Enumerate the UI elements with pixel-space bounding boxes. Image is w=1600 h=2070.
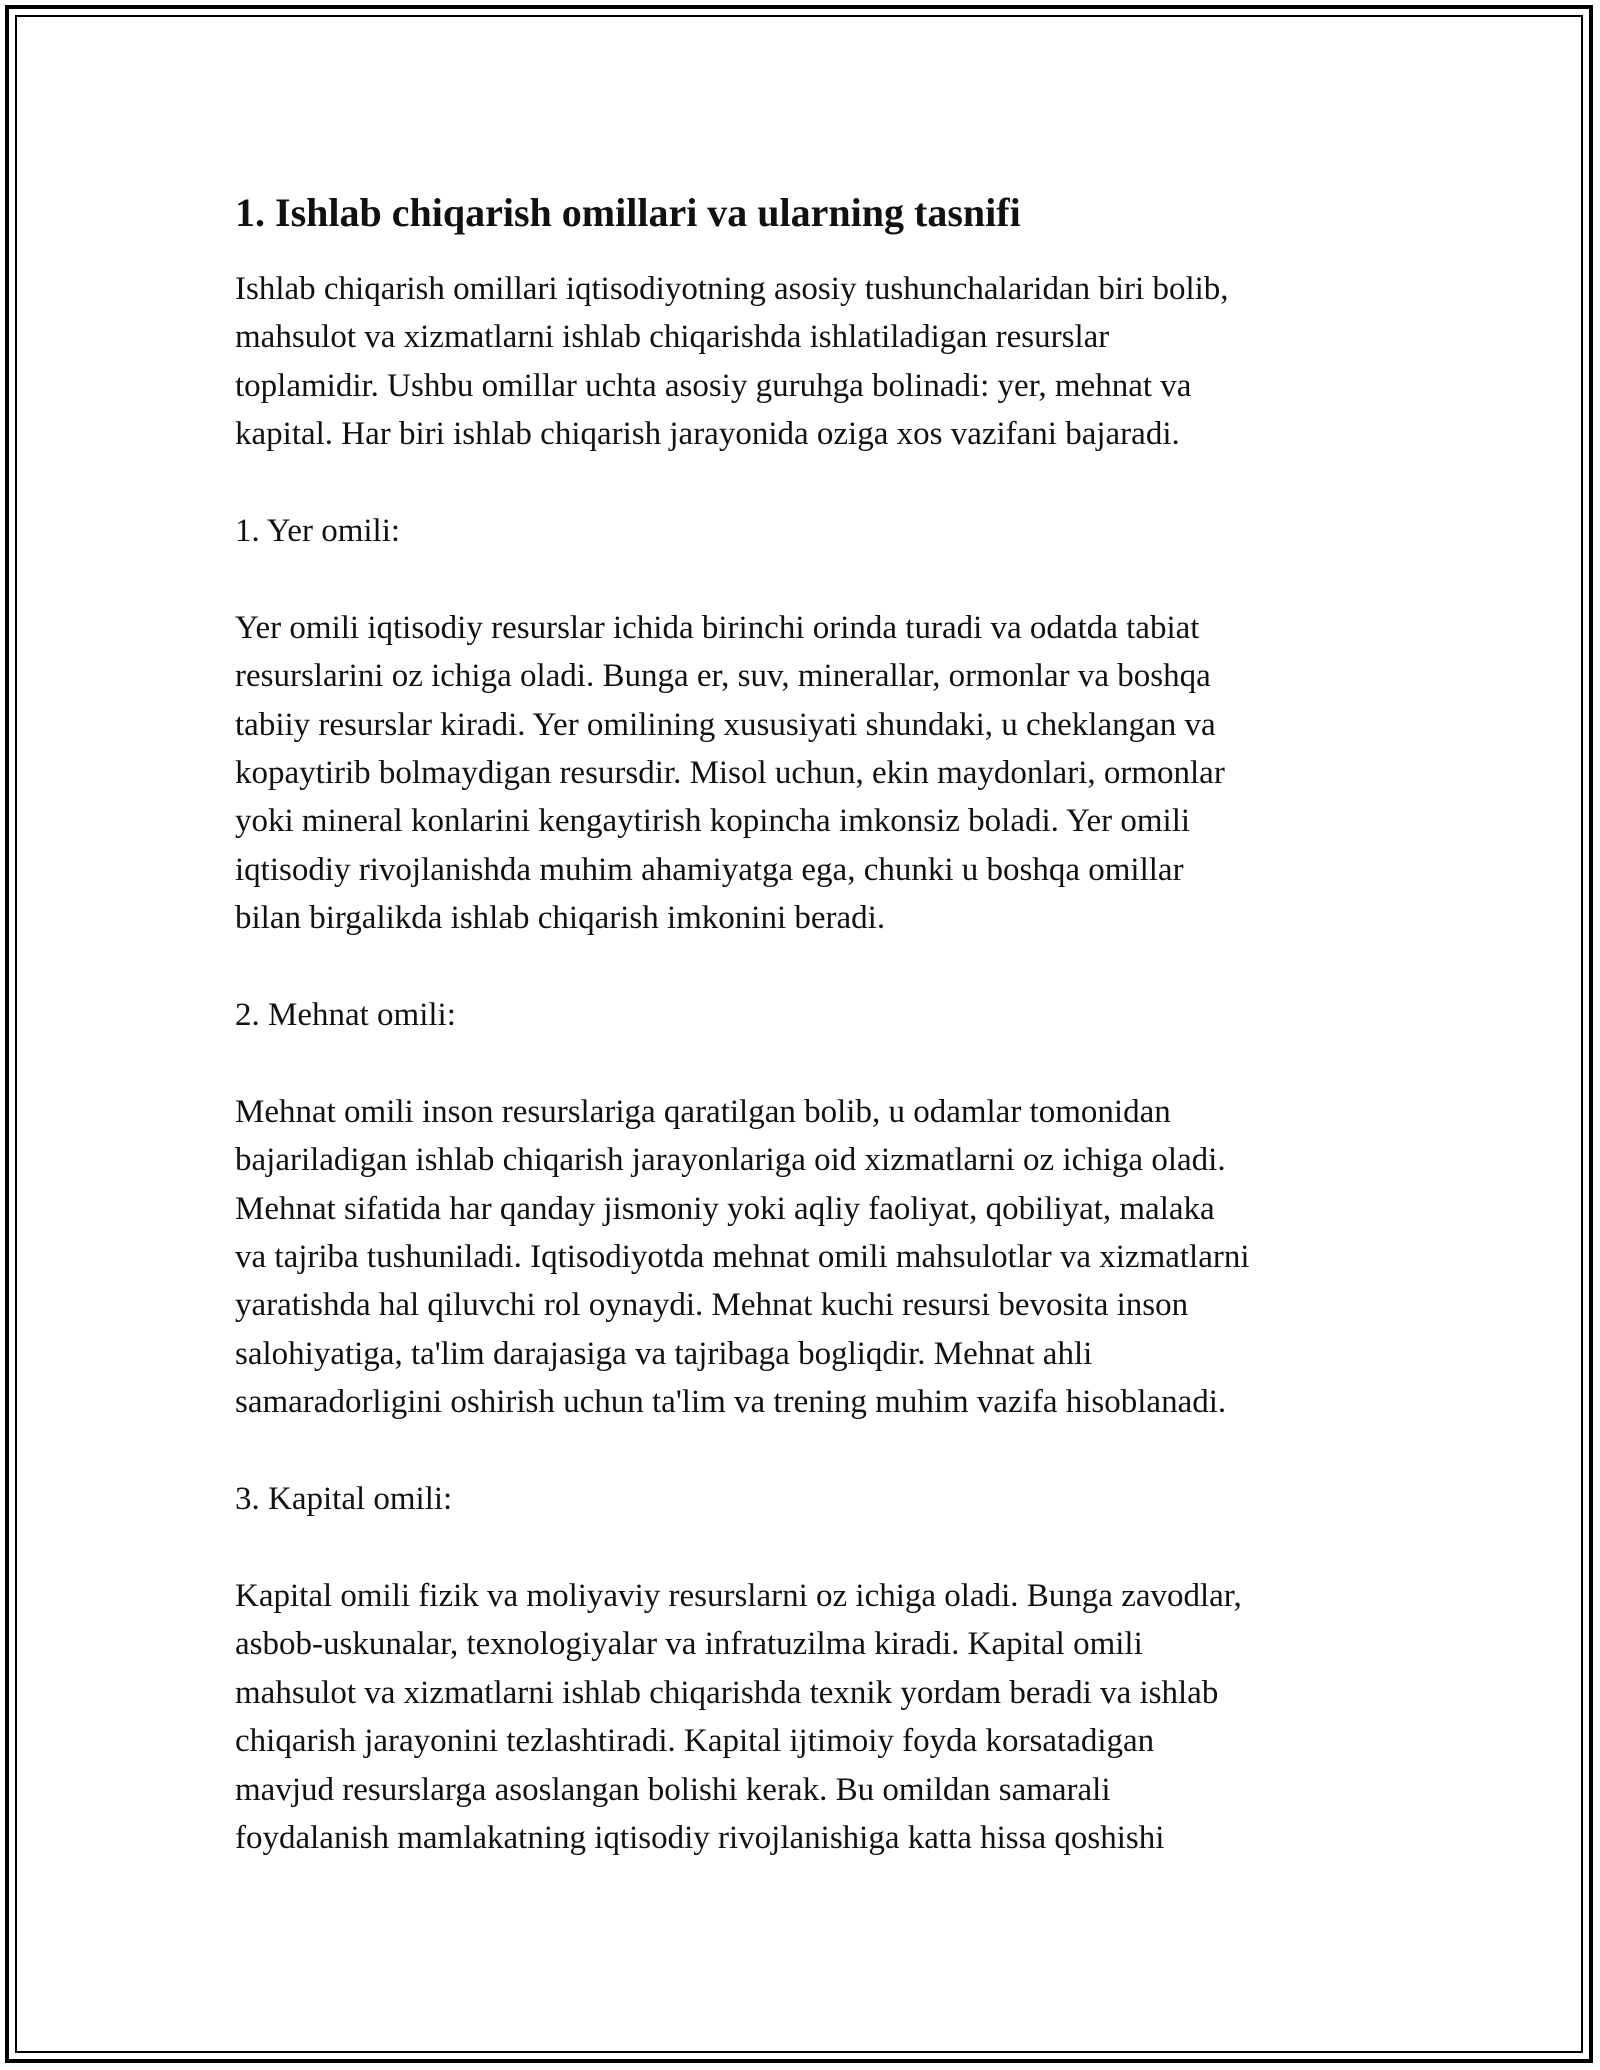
document-title: 1. Ishlab chiqarish omillari va ularning tasnifi	[235, 190, 1021, 235]
paragraph-line: toplamidir. Ushbu omillar uchta asosiy guruhga bolinadi: yer, mehnat va	[235, 367, 1192, 404]
section-paragraph-mehnat	[235, 1088, 1375, 1427]
paragraph-line: Yer omili iqtisodiy resurslar ichida birinchi orinda turadi va odatda tabiat	[235, 609, 1200, 646]
paragraph-line: salohiyatiga, ta'lim darajasiga va tajribaga bogliqdir. Mehnat ahli	[235, 1335, 1093, 1372]
paragraph-line: bajariladigan ishlab chiqarish jarayonlariga oid xizmatlarni oz ichiga oladi.	[235, 1142, 1226, 1179]
paragraph-line: bilan birgalikda ishlab chiqarish imkonini beradi.	[235, 900, 886, 937]
paragraph-line: Ishlab chiqarish omillari iqtisodiyotning asosiy tushunchalaridan biri bolib,	[235, 271, 1229, 307]
section-heading-mehnat: 2. Mehnat omili:	[235, 997, 456, 1034]
paragraph-line: Kapital omili fizik va moliyaviy resurslarni oz ichiga oladi. Bunga zavodlar,	[235, 1577, 1242, 1614]
section-heading-yer: 1. Yer omili:	[235, 513, 401, 550]
paragraph-line: Mehnat sifatida har qanday jismoniy yoki aqliy faoliyat, qobiliyat, malaka	[235, 1190, 1215, 1227]
paragraph-line: asbob-uskunalar, texnologiyalar va infratuzilma kiradi. Kapital omili	[235, 1626, 1143, 1663]
paragraph-line: chiqarish jarayonini tezlashtiradi. Kapital ijtimoiy foyda korsatadigan	[235, 1723, 1155, 1760]
paragraph-line: kapital. Har biri ishlab chiqarish jarayonida oziga xos vazifani bajaradi.	[235, 416, 1180, 453]
section-paragraph-kapital	[235, 1572, 1375, 1862]
section-paragraph-yer	[235, 604, 1375, 943]
paragraph-line: iqtisodiy rivojlanishda muhim ahamiyatga ega, chunki u boshqa omillar	[235, 851, 1184, 888]
section-heading-kapital: 3. Kapital omili:	[235, 1481, 453, 1518]
paragraph-line: resurslarini oz ichiga oladi. Bunga er, suv, minerallar, ormonlar va boshqa	[235, 658, 1211, 695]
paragraph-line: tabiiy resurslar kiradi. Yer omilining xususiyati shundaki, u cheklangan va	[235, 706, 1216, 743]
paragraph-line: mahsulot va xizmatlarni ishlab chiqarishda ishlatiladigan resurslar	[235, 319, 1110, 356]
paragraph-line: foydalanish mamlakatning iqtisodiy rivojlanishiga katta hissa qoshishi	[235, 1819, 1165, 1856]
intro-paragraph	[235, 265, 1375, 459]
paragraph-line: va tajriba tushuniladi. Iqtisodiyotda mehnat omili mahsulotlar va xizmatlarni	[235, 1239, 1250, 1276]
paragraph-line: kopaytirib bolmaydigan resursdir. Misol uchun, ekin maydonlari, ormonlar	[235, 755, 1225, 792]
paragraph-line: samaradorligini oshirish uchun ta'lim va trening muhim vazifa hisoblanadi.	[235, 1384, 1227, 1421]
paragraph-line: yaratishda hal qiluvchi rol oynaydi. Mehnat kuchi resursi bevosita inson	[235, 1287, 1189, 1324]
paragraph-line: mahsulot va xizmatlarni ishlab chiqarishda texnik yordam beradi va ishlab	[235, 1674, 1219, 1711]
paragraph-line: mavjud resurslarga asoslangan bolishi kerak. Bu omildan samarali	[235, 1771, 1111, 1808]
document-body	[235, 185, 1375, 1862]
paragraph-line: yoki mineral konlarini kengaytirish kopincha imkonsiz boladi. Yer omili	[235, 803, 1191, 840]
paragraph-line: Mehnat omili inson resurslariga qaratilgan bolib, u odamlar tomonidan	[235, 1093, 1171, 1130]
